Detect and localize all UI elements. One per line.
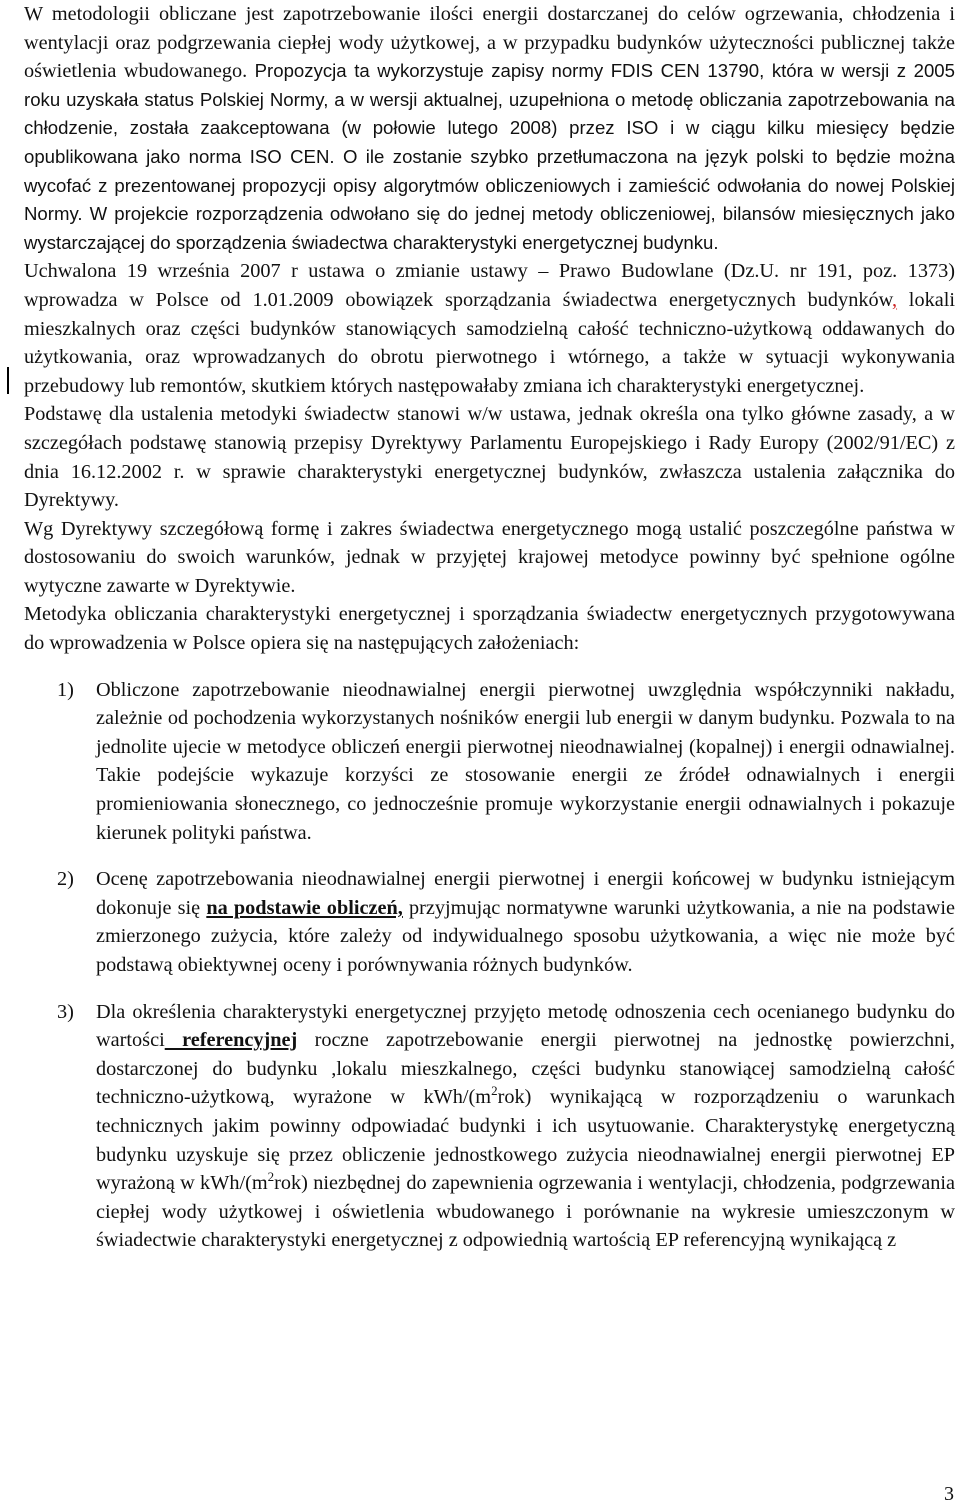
list-item-text-part1: roczne zapotrzebowanie energii pierwotnej na jednostkę powierzchni, dostarczonej do budynku ,lokalu mieszkalnego, części budynku stanowiącej samodzielną całość techniczno-użytkową, wyrażone w kWh/(m xyxy=(96,1029,955,1109)
methodology-text-sans: Propozycja ta wykorzystuje zapisy normy FDIS CEN 13790, która w wersji z 2005 roku uzyskała status Polskiej Normy, a w wersji aktualnej, uzupełniona o metodę obliczania zapotrzebowania na chłodzenie, została zaakceptowana (w połowie lutego 2008) przez ISO i w ciągu kilku miesięcy będzie opublikowana jako norma ISO CEN. O ile zostanie szybko przetłumaczona na język polski to będzie można wycofać z prezentowanej propozycji opisy algorytmów obliczeniowych i zamieścić odwołania do nowej Polskiej Normy. W projekcie rozporządzenia odwołano się do jednej metody obliczeniowej, bilansów miesięcznych jako wystarczającej do sporządzenia świadectwa charakterystyki energetycznej budynku. xyxy=(24,60,955,253)
list-item-number: 1) xyxy=(57,678,74,701)
list-item-text-after: przyjmując normatywne warunki użytkowania, a nie na podstawie zmierzonego zużycia, które zależy od indywidualnego sposobu użytkowania, a więc nie może być podstawą obiektywnej oceny i porównywania różnych budynków. xyxy=(96,896,955,976)
change-bar-marker xyxy=(7,367,9,394)
superscript-2: 2 xyxy=(491,1083,498,1099)
paragraph-directive-basis: Podstawę dla ustalenia metodyki świadectw stanowi w/w ustawa, jednak określa ona tylko główne zasady, a w szczegółach podstawę stanowią przepisy Dyrektywy Parlamentu Europejskiego i Rady Europy (2002/91/EC) z dnia 16.12.2002 r. w sprawie charakterystyki energetycznej budynków, zwłaszcza ustalenia załącznika do Dyrektywy. xyxy=(24,403,955,512)
list-item xyxy=(24,998,955,1255)
list-item-text-part2: rok) wynikającą w rozporządzeniu o warunkach technicznych jakim powinny odpowiadać budynki i ich usytuowanie. Charakterystykę energetyczną budynku uzyskuje się przez obliczenie jednostkowego zużycia nieodnawialnej energii pierwotnej EP wyrażoną w kWh/(m xyxy=(96,1086,955,1195)
law-text-before: Uchwalona 19 września 2007 r ustawa o zmianie ustawy – Prawo Budowlane (Dz.U. nr 191, poz. 1373) wprowadza w Polsce od 1.01.2009 obowiązek sporządzania świadectwa energetycznych budynków xyxy=(24,260,955,311)
paragraph-methodology xyxy=(24,0,955,257)
tracked-comma: , xyxy=(891,288,898,311)
page-number: 3 xyxy=(944,1483,954,1505)
paragraph-directive-scope: Wg Dyrektywy szczegółową formę i zakres świadectwa energetycznego mogą ustalić poszczególne państwa w dostosowaniu do swoich warunków, jednak w przyjętej krajowej metodyce powinny być spełnione ogólne wytyczne zawarte w Dyrektywie. xyxy=(24,517,955,597)
methodology-text-serif: W metodologii obliczane jest zapotrzebowanie ilości energii dostarczanej do celów ogrzewania, chłodzenia i wentylacji oraz podgrzewania ciepłej wody użytkowej, a w przypadku budynków użyteczności publicznej także oświetlenia wbudowanego. xyxy=(24,3,955,83)
paragraph-law xyxy=(24,257,955,400)
list-item-text-before: Dla określenia charakterystyki energetycznej przyjęto metodę odnoszenia cech ocenianego budynku do wartości xyxy=(96,1000,955,1052)
document-page xyxy=(24,0,955,1255)
list-item-text-before: Ocenę zapotrzebowania nieodnawialnej energii pierwotnej i energii końcowej w budynku istniejącym dokonuje się xyxy=(96,868,955,919)
list-item xyxy=(24,676,955,848)
superscript-2: 2 xyxy=(267,1169,275,1185)
assumptions-list xyxy=(24,676,955,1255)
paragraph-assumptions-intro: Metodyka obliczania charakterystyki energetycznej i sporządzania świadectw energetycznych przygotowywana do wprowadzenia w Polsce opiera się na następujących założeniach: xyxy=(24,603,955,655)
list-item-text-part3: rok) niezbędnej do zapewnienia ogrzewania i wentylacji, chłodzenia, podgrzewania ciepłej wody użytkowej i oświetlenia wbudowanego i porównanie na wykresie umieszczonym w świadectwie charakterystyki energetycznej z odpowiednią wartością EP referencyjną wynikającą z xyxy=(96,1172,955,1252)
emphasis-reference: referencyjnej xyxy=(164,1029,298,1052)
list-item-text: Obliczone zapotrzebowanie nieodnawialnej energii pierwotnej uwzględnia współczynniki nakładu, zależnie od pochodzenia wykorzystanych nośników energii lub energii w danym budynku. Pozwala to na jednolite ujecie w metodyce obliczeń energii pierwotnej nieodnawialnej (kopalnej) i energii odnawialnej. Takie podejście wykazuje korzyści ze stosowanie energii ze źródeł odnawialnych i energii promieniowania słonecznego, co jednocześnie promuje wykorzystanie energii odnawialnych i pokazuje kierunek polityki państwa. xyxy=(96,678,955,844)
emphasis-calculations: na podstawie obliczeń, xyxy=(206,896,403,919)
law-text-after: lokali mieszkalnych oraz części budynków stanowiących samodzielną całość techniczno-użytkową oddawanych do użytkowania, oraz wprowadzanych do obrotu pierwotnego i wtórnego, a także w sytuacji wykonywania przebudowy lub remontów, skutkiem których następowałaby zmiana ich charakterystyki energetycznej. xyxy=(24,288,955,397)
list-item xyxy=(24,865,955,979)
list-item-number: 3) xyxy=(57,1000,74,1023)
list-item-number: 2) xyxy=(57,868,74,891)
